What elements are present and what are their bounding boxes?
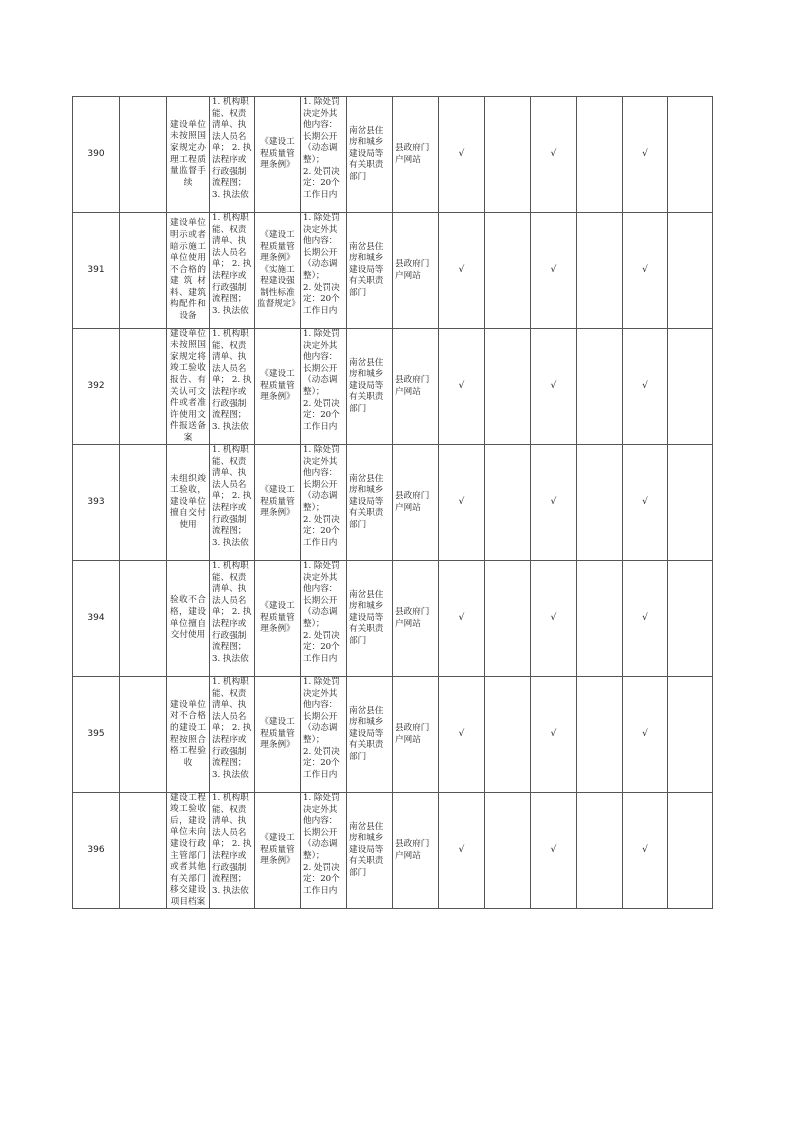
check-mark: √ bbox=[550, 264, 557, 275]
legal-basis-cell bbox=[255, 213, 301, 329]
blank bbox=[120, 445, 166, 560]
blank bbox=[120, 561, 166, 676]
subject-text: 建设工程竣工验收后，建设单位未向建设行政主管部门或者其他有关部门移交建设项目档案 bbox=[170, 793, 206, 907]
check-mark-cell bbox=[668, 213, 713, 329]
check-mark bbox=[485, 329, 530, 444]
disclosure-channel: 县政府门户网站 bbox=[395, 142, 430, 165]
responsible-agency: 南岔县住房和城乡建设局等有关职责部门 bbox=[349, 357, 384, 414]
check-mark bbox=[577, 445, 622, 560]
row-number-cell bbox=[73, 213, 120, 329]
subject-text-cell bbox=[167, 97, 210, 213]
responsible-agency-cell bbox=[347, 97, 393, 213]
disclosure-content-cell bbox=[210, 677, 255, 793]
row-number: 390 bbox=[87, 148, 105, 159]
subject-text: 验收不合格，建设单位擅自交付使用 bbox=[170, 595, 206, 641]
check-mark-cell bbox=[531, 445, 577, 561]
blank-cell bbox=[120, 445, 167, 561]
responsible-agency: 南岔县住房和城乡建设局等有关职责部门 bbox=[349, 705, 384, 762]
check-mark-cell bbox=[439, 677, 485, 793]
subject-text: 未组织竣工验收，建设单位擅自交付使用 bbox=[170, 473, 206, 530]
subject-text: 建设单位未按照国家规定办理工程质量监督手续 bbox=[170, 119, 206, 188]
check-mark-cell bbox=[485, 329, 531, 445]
responsible-agency-cell bbox=[347, 329, 393, 445]
row-number-cell bbox=[73, 793, 120, 909]
check-mark: √ bbox=[458, 844, 465, 855]
check-mark-cell bbox=[485, 97, 531, 213]
disclosure-channel-cell bbox=[393, 329, 439, 445]
check-mark-cell bbox=[577, 793, 623, 909]
responsible-agency-cell bbox=[347, 445, 393, 561]
disclosure-channel-cell bbox=[393, 213, 439, 329]
check-mark-cell bbox=[485, 561, 531, 677]
check-mark-cell bbox=[577, 213, 623, 329]
check-mark bbox=[485, 793, 530, 908]
disclosure-time-limit-cell bbox=[301, 97, 347, 213]
responsible-agency-cell bbox=[347, 677, 393, 793]
check-mark: √ bbox=[642, 380, 648, 391]
check-mark bbox=[485, 213, 530, 328]
table-row bbox=[73, 213, 713, 329]
responsible-agency: 南岔县住房和城乡建设局等有关职责部门 bbox=[349, 241, 384, 298]
disclosure-content: 1. 机构职能、权责清单、执法人员名单； 2. 执法程序或行政强制流程图； 3. 执法依 bbox=[212, 561, 252, 664]
check-mark bbox=[485, 445, 530, 560]
blank-cell bbox=[120, 793, 167, 909]
disclosure-time-limit: 1. 除处罚决定外其他内容：长期公开（动态调整）； 2. 处罚决定：20个工作日内 bbox=[303, 677, 340, 780]
blank bbox=[120, 329, 166, 444]
blank bbox=[120, 793, 166, 908]
disclosure-content-cell bbox=[210, 561, 255, 677]
blank bbox=[120, 677, 166, 792]
check-mark-cell bbox=[577, 561, 623, 677]
blank-cell bbox=[120, 97, 167, 213]
check-mark-cell bbox=[668, 445, 713, 561]
check-mark: √ bbox=[458, 148, 465, 159]
disclosure-content: 1. 机构职能、权责清单、执法人员名单； 2. 执法程序或行政强制流程图； 3. 执法依 bbox=[212, 97, 252, 200]
disclosure-content: 1. 机构职能、权责清单、执法人员名单； 2. 执法程序或行政强制流程图； 3. 执法依 bbox=[212, 677, 252, 780]
disclosure-channel: 县政府门户网站 bbox=[395, 722, 430, 745]
disclosure-channel-cell bbox=[393, 677, 439, 793]
row-number-cell bbox=[73, 677, 120, 793]
check-mark bbox=[577, 677, 622, 792]
check-mark: √ bbox=[642, 496, 648, 507]
disclosure-channel: 县政府门户网站 bbox=[395, 838, 430, 861]
disclosure-content-cell bbox=[210, 445, 255, 561]
disclosure-time-limit: 1. 除处罚决定外其他内容：长期公开（动态调整）； 2. 处罚决定：20个工作日内 bbox=[303, 793, 340, 896]
subject-text-cell bbox=[167, 213, 210, 329]
check-mark-cell bbox=[531, 561, 577, 677]
blank-cell bbox=[120, 213, 167, 329]
check-mark bbox=[577, 329, 622, 444]
disclosure-channel: 县政府门户网站 bbox=[395, 258, 430, 281]
check-mark: √ bbox=[550, 844, 557, 855]
check-mark-cell bbox=[485, 445, 531, 561]
responsible-agency: 南岔县住房和城乡建设局等有关职责部门 bbox=[349, 821, 384, 878]
check-mark bbox=[485, 677, 530, 792]
row-number-cell bbox=[73, 445, 120, 561]
disclosure-table bbox=[72, 96, 713, 909]
table-row bbox=[73, 561, 713, 677]
disclosure-channel-cell bbox=[393, 445, 439, 561]
row-number: 392 bbox=[87, 380, 105, 391]
disclosure-time-limit-cell bbox=[301, 329, 347, 445]
check-mark: √ bbox=[458, 380, 465, 391]
disclosure-content: 1. 机构职能、权责清单、执法人员名单； 2. 执法程序或行政强制流程图； 3. 执法依 bbox=[212, 213, 252, 316]
subject-text: 建设单位明示或者暗示施工单位使用不合格的建筑材料、建筑构配件和设备 bbox=[170, 218, 206, 322]
check-mark bbox=[577, 793, 622, 908]
legal-basis: 《建设工程质量管理条例》 bbox=[260, 601, 295, 635]
row-number: 394 bbox=[87, 612, 105, 623]
row-number: 393 bbox=[87, 496, 105, 507]
table-body bbox=[73, 97, 713, 909]
check-mark-cell bbox=[439, 329, 485, 445]
check-mark-cell bbox=[623, 445, 668, 561]
check-mark: √ bbox=[550, 612, 557, 623]
disclosure-content-cell bbox=[210, 793, 255, 909]
responsible-agency: 南岔县住房和城乡建设局等有关职责部门 bbox=[349, 125, 384, 182]
legal-basis: 《建设工程质量管理条例》 bbox=[260, 485, 295, 519]
responsible-agency: 南岔县住房和城乡建设局等有关职责部门 bbox=[349, 589, 384, 646]
disclosure-channel-cell bbox=[393, 97, 439, 213]
check-mark-cell bbox=[531, 329, 577, 445]
check-mark: √ bbox=[642, 728, 648, 739]
check-mark-cell bbox=[623, 213, 668, 329]
check-mark-cell bbox=[577, 677, 623, 793]
check-mark: √ bbox=[642, 264, 648, 275]
check-mark-cell bbox=[577, 97, 623, 213]
responsible-agency-cell bbox=[347, 793, 393, 909]
blank bbox=[120, 213, 166, 328]
check-mark: √ bbox=[550, 380, 557, 391]
blank-cell bbox=[120, 329, 167, 445]
subject-text-cell bbox=[167, 445, 210, 561]
legal-basis: 《建设工程质量管理条例》 bbox=[260, 717, 295, 751]
table-row bbox=[73, 445, 713, 561]
check-mark: √ bbox=[550, 148, 557, 159]
disclosure-time-limit: 1. 除处罚决定外其他内容：长期公开（动态调整）； 2. 处罚决定：20个工作日内 bbox=[303, 213, 340, 316]
disclosure-channel: 县政府门户网站 bbox=[395, 490, 430, 513]
legal-basis-cell bbox=[255, 97, 301, 213]
check-mark bbox=[577, 561, 622, 676]
legal-basis-cell bbox=[255, 445, 301, 561]
table-row bbox=[73, 97, 713, 213]
blank bbox=[120, 97, 166, 212]
row-number: 396 bbox=[87, 844, 105, 855]
disclosure-channel: 县政府门户网站 bbox=[395, 374, 430, 397]
disclosure-channel-cell bbox=[393, 793, 439, 909]
responsible-agency: 南岔县住房和城乡建设局等有关职责部门 bbox=[349, 473, 384, 530]
responsible-agency-cell bbox=[347, 561, 393, 677]
check-mark bbox=[668, 97, 712, 212]
check-mark: √ bbox=[550, 496, 557, 507]
disclosure-time-limit-cell bbox=[301, 445, 347, 561]
check-mark-cell bbox=[485, 793, 531, 909]
check-mark: √ bbox=[642, 148, 648, 159]
check-mark-cell bbox=[439, 445, 485, 561]
check-mark bbox=[668, 793, 712, 908]
disclosure-content: 1. 机构职能、权责清单、执法人员名单； 2. 执法程序或行政强制流程图； 3. 执法依 bbox=[212, 445, 252, 548]
legal-basis: 《建设工程质量管理条例》 bbox=[260, 369, 295, 403]
check-mark-cell bbox=[668, 561, 713, 677]
disclosure-channel-cell bbox=[393, 561, 439, 677]
row-number-cell bbox=[73, 329, 120, 445]
check-mark-cell bbox=[439, 213, 485, 329]
check-mark bbox=[577, 213, 622, 328]
check-mark-cell bbox=[668, 793, 713, 909]
table-row bbox=[73, 677, 713, 793]
responsible-agency-cell bbox=[347, 213, 393, 329]
disclosure-time-limit-cell bbox=[301, 561, 347, 677]
check-mark-cell bbox=[531, 97, 577, 213]
row-number-cell bbox=[73, 97, 120, 213]
disclosure-content-cell bbox=[210, 213, 255, 329]
check-mark bbox=[668, 213, 712, 328]
row-number: 391 bbox=[87, 264, 105, 275]
subject-text: 建设单位对不合格的建设工程按照合格工程验收 bbox=[170, 699, 206, 768]
check-mark-cell bbox=[623, 793, 668, 909]
disclosure-time-limit-cell bbox=[301, 793, 347, 909]
check-mark: √ bbox=[458, 728, 465, 739]
legal-basis: 《建设工程质量管理条例》 bbox=[260, 137, 295, 171]
legal-basis-cell bbox=[255, 329, 301, 445]
disclosure-time-limit: 1. 除处罚决定外其他内容：长期公开（动态调整）； 2. 处罚决定：20个工作日内 bbox=[303, 561, 340, 664]
check-mark-cell bbox=[577, 445, 623, 561]
legal-basis-cell bbox=[255, 561, 301, 677]
subject-text-cell bbox=[167, 677, 210, 793]
disclosure-time-limit: 1. 除处罚决定外其他内容：长期公开（动态调整）； 2. 处罚决定：20个工作日内 bbox=[303, 97, 340, 200]
check-mark: √ bbox=[458, 612, 465, 623]
check-mark: √ bbox=[458, 264, 465, 275]
check-mark bbox=[668, 445, 712, 560]
disclosure-content: 1. 机构职能、权责清单、执法人员名单； 2. 执法程序或行政强制流程图； 3. 执法依 bbox=[212, 793, 252, 896]
check-mark bbox=[668, 677, 712, 792]
check-mark bbox=[668, 329, 712, 444]
disclosure-content-cell bbox=[210, 97, 255, 213]
blank-cell bbox=[120, 677, 167, 793]
blank-cell bbox=[120, 561, 167, 677]
disclosure-time-limit: 1. 除处罚决定外其他内容：长期公开（动态调整）； 2. 处罚决定：20个工作日内 bbox=[303, 329, 340, 432]
check-mark-cell bbox=[439, 561, 485, 677]
row-number: 395 bbox=[87, 728, 105, 739]
check-mark bbox=[668, 561, 712, 676]
subject-text-cell bbox=[167, 561, 210, 677]
disclosure-time-limit-cell bbox=[301, 213, 347, 329]
disclosure-content: 1. 机构职能、权责清单、执法人员名单； 2. 执法程序或行政强制流程图； 3. 执法依 bbox=[212, 329, 252, 432]
check-mark-cell bbox=[485, 213, 531, 329]
check-mark-cell bbox=[668, 677, 713, 793]
check-mark-cell bbox=[485, 677, 531, 793]
check-mark-cell bbox=[439, 97, 485, 213]
check-mark: √ bbox=[550, 728, 557, 739]
disclosure-content-cell bbox=[210, 329, 255, 445]
table-row bbox=[73, 793, 713, 909]
disclosure-time-limit: 1. 除处罚决定外其他内容：长期公开（动态调整）； 2. 处罚决定：20个工作日内 bbox=[303, 445, 340, 548]
check-mark-cell bbox=[577, 329, 623, 445]
check-mark-cell bbox=[531, 793, 577, 909]
table-row bbox=[73, 329, 713, 445]
check-mark: √ bbox=[642, 612, 648, 623]
check-mark-cell bbox=[531, 213, 577, 329]
check-mark: √ bbox=[642, 844, 648, 855]
legal-basis: 《建设工程质量管理条例》 《实施工程建设强制性标准监督规定》 bbox=[257, 229, 300, 310]
subject-text-cell bbox=[167, 793, 210, 909]
disclosure-channel: 县政府门户网站 bbox=[395, 606, 430, 629]
subject-text-cell bbox=[167, 329, 210, 445]
row-number-cell bbox=[73, 561, 120, 677]
check-mark-cell bbox=[623, 561, 668, 677]
check-mark bbox=[485, 97, 530, 212]
legal-basis-cell bbox=[255, 677, 301, 793]
subject-text: 建设单位未按照国家规定将竣工验收报告、有关认可文件或者准许使用文件报送备案 bbox=[170, 329, 206, 443]
check-mark: √ bbox=[458, 496, 465, 507]
check-mark-cell bbox=[668, 329, 713, 445]
disclosure-time-limit-cell bbox=[301, 677, 347, 793]
check-mark-cell bbox=[668, 97, 713, 213]
check-mark-cell bbox=[623, 97, 668, 213]
legal-basis: 《建设工程质量管理条例》 bbox=[260, 833, 295, 867]
legal-basis-cell bbox=[255, 793, 301, 909]
check-mark-cell bbox=[623, 329, 668, 445]
check-mark bbox=[577, 97, 622, 212]
check-mark-cell bbox=[623, 677, 668, 793]
check-mark-cell bbox=[439, 793, 485, 909]
check-mark bbox=[485, 561, 530, 676]
check-mark-cell bbox=[531, 677, 577, 793]
